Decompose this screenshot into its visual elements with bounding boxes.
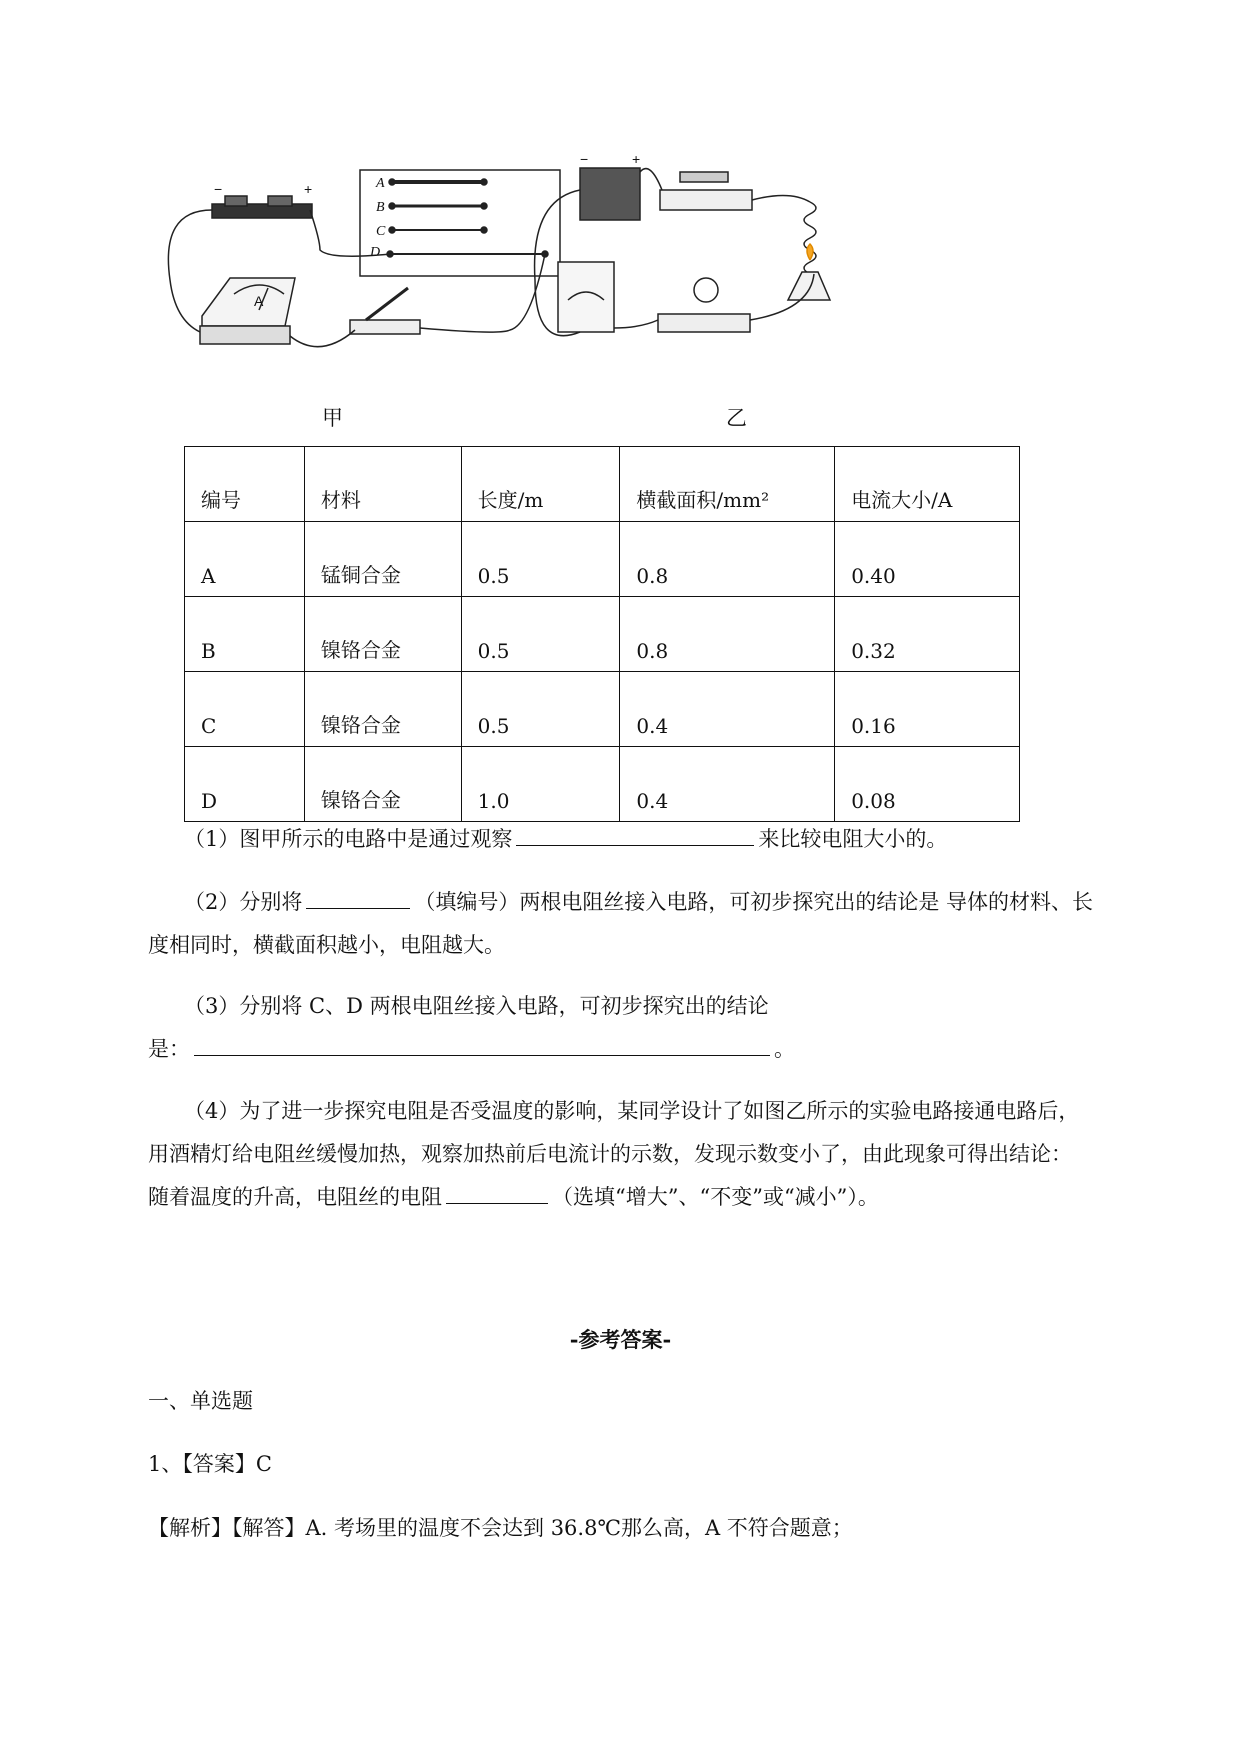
table-row <box>185 522 1020 597</box>
table-cell: 0.16 <box>835 672 1020 747</box>
resistance-table <box>184 446 1020 822</box>
table-cell: 0.32 <box>835 597 1020 672</box>
answer-blank-3[interactable] <box>194 1033 770 1056</box>
header-cell: 电流大小/A <box>835 447 1020 522</box>
answer-blank-1[interactable] <box>516 823 754 846</box>
table-cell: A <box>185 522 305 597</box>
galvanometer <box>558 262 614 332</box>
table-cell: 0.40 <box>835 522 1020 597</box>
table-cell: 0.5 <box>461 672 620 747</box>
q4-text-c: 随着温度的升高，电阻丝的电阻 <box>148 1185 442 1209</box>
table-row <box>185 672 1020 747</box>
circuit-yi <box>535 168 830 336</box>
plus-sign-yi: + <box>632 151 641 167</box>
board-label-b: B <box>376 200 385 215</box>
answer-blank-4[interactable] <box>446 1181 548 1204</box>
q1-text-b: 来比较电阻大小的。 <box>758 827 948 851</box>
plus-sign-jia: + <box>304 181 313 197</box>
question-1 <box>148 818 1168 861</box>
battery-yi <box>580 168 640 220</box>
table-cell: 0.5 <box>461 597 620 672</box>
alcohol-lamp <box>788 272 830 300</box>
table-row <box>185 597 1020 672</box>
board-label-a: A <box>376 176 385 191</box>
figure-caption-jia: 甲 <box>322 406 343 430</box>
table-cell: B <box>185 597 305 672</box>
coil <box>804 202 816 274</box>
circuit-figure <box>170 151 930 440</box>
table-header-row <box>185 447 1020 522</box>
minus-sign-yi: − <box>580 151 589 167</box>
q2-text-a: （2）分别将 <box>184 890 303 914</box>
table-cell: 0.8 <box>620 522 835 597</box>
table-cell: 镍铬合金 <box>304 672 461 747</box>
table-cell: D <box>185 747 305 822</box>
answer-item-1: 1、【答案】C <box>148 1452 272 1476</box>
analysis-text: 【解析】【解答】A. 考场里的温度不会达到 36.8℃那么高，A 不符合题意； <box>148 1516 853 1540</box>
table-cell: C <box>185 672 305 747</box>
table-cell: 1.0 <box>461 747 620 822</box>
answer-key-title: -参考答案- <box>569 1327 672 1352</box>
q4-text-a: （4）为了进一步探究电阻是否受温度的影响，某同学设计了如图乙所示的实验电路接通电路后， <box>184 1099 1080 1123</box>
header-cell: 材料 <box>304 447 461 522</box>
header-cell: 长度/m <box>461 447 620 522</box>
answer-blank-2[interactable] <box>306 886 410 909</box>
table-cell: 锰铜合金 <box>304 522 461 597</box>
q3-text-b: 是： <box>148 1037 190 1061</box>
table-cell: 0.4 <box>620 747 835 822</box>
table-cell: 0.5 <box>461 522 620 597</box>
q2-text-b: （填编号）两根电阻丝接入电路，可初步探究出的结论是 导体的材料、长 <box>414 890 1094 914</box>
circuit-jia <box>168 170 560 347</box>
question-4 <box>148 1090 1168 1219</box>
board-label-c: C <box>376 224 386 239</box>
table-cell: 0.8 <box>620 597 835 672</box>
q4-text-d: （选填“增大”、“不变”或“减小”）。 <box>552 1185 879 1209</box>
table-cell: 镍铬合金 <box>304 597 461 672</box>
bulb-base <box>658 314 750 332</box>
table-cell: 0.4 <box>620 672 835 747</box>
table-row <box>185 747 1020 822</box>
q3-text-c: 。 <box>774 1037 795 1061</box>
switch-jia <box>350 320 420 334</box>
minus-sign-jia: − <box>214 181 223 197</box>
section-heading: 一、单选题 <box>148 1389 253 1413</box>
switch-yi <box>660 190 752 210</box>
figure-caption-yi: 乙 <box>726 406 747 430</box>
q1-text-a: （1）图甲所示的电路中是通过观察 <box>184 827 513 851</box>
ammeter <box>202 278 295 326</box>
q4-text-b: 用酒精灯给电阻丝缓慢加热，观察加热前后电流计的示数，发现示数变小了，由此现象可得出结论： <box>148 1142 1072 1166</box>
ammeter-label: A <box>254 293 264 309</box>
question-3 <box>148 985 1168 1071</box>
header-cell: 横截面积/mm² <box>620 447 835 522</box>
q3-text-a: （3）分别将 C、D 两根电阻丝接入电路，可初步探究出的结论 <box>184 994 769 1018</box>
resistor-board <box>360 170 560 276</box>
table-cell: 0.08 <box>835 747 1020 822</box>
q2-text-c: 度相同时，横截面积越小，电阻越大。 <box>148 933 505 957</box>
table-cell: 镍铬合金 <box>304 747 461 822</box>
light-bulb <box>694 278 718 302</box>
header-cell: 编号 <box>185 447 305 522</box>
question-2 <box>148 881 1168 967</box>
board-label-d: D <box>370 245 381 260</box>
